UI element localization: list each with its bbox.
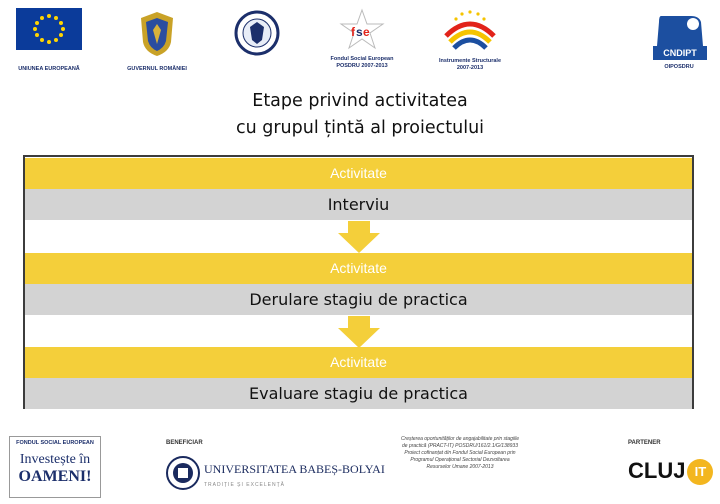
top-logo-bar — [0, 0, 720, 80]
structural-instruments-icon — [440, 6, 500, 54]
cndipt-icon — [651, 12, 707, 62]
ministry-logo — [232, 10, 282, 56]
beneficiar-label: BENEFICIAR — [166, 440, 203, 446]
footer-logo-bar — [0, 430, 720, 504]
slogan-line-2: OAMENI! — [18, 468, 92, 485]
down-arrow-icon — [338, 221, 380, 253]
partner-label: PARTENER — [628, 440, 661, 446]
gov-logo — [122, 10, 192, 73]
university-crest-icon — [166, 454, 200, 492]
down-arrow-icon — [338, 316, 380, 348]
svg-text:e: e — [363, 25, 370, 39]
eu-caption: UNIUNEA EUROPEANĂ — [18, 66, 80, 72]
university-name: UNIVERSITATEA BABEȘ-BOLYAI — [204, 462, 385, 476]
cndipt-logo — [646, 12, 712, 71]
title-line-2: cu grupul țintă al proiectului — [235, 118, 485, 138]
structural-instruments-logo — [430, 6, 510, 72]
step-3-label: Evaluare stagiu de practica — [25, 378, 692, 409]
fse-star-icon — [337, 8, 387, 52]
svg-text:s: s — [356, 25, 363, 39]
fse-caption: Fondul Social European POSDRU 2007-2013 — [330, 56, 394, 69]
university-motto: TRADIȚIE ȘI EXCELENȚĂ — [204, 482, 286, 488]
eu-logo — [14, 8, 84, 73]
project-description: Creșterea oportunităților de angajabilitate prin stagiile de practică (PRACT-IT) POSDRU/161/2.1/G/138933 Proiect cofinanțat din Fondul Social European prin Programul Operațional Sectorial Dezvoltarea Resurselor Umane 2007-2013 — [400, 436, 520, 470]
structural-caption: Instrumente Structurale 2007-2013 — [438, 58, 502, 71]
partner-logo — [628, 458, 713, 485]
partner-name: CLUJ — [628, 458, 686, 483]
university-logo — [166, 454, 385, 494]
coat-of-arms-icon — [137, 10, 177, 58]
cndipt-sub: OIPOSDRU — [664, 64, 694, 70]
cndipt-label: CNDIPT — [663, 48, 697, 58]
ministry-seal-icon — [234, 10, 280, 56]
step-2-header: Activitate — [25, 253, 692, 284]
process-diagram — [23, 155, 694, 409]
page-title — [0, 88, 720, 142]
eu-flag-icon — [16, 8, 82, 50]
svg-text:f: f — [351, 25, 355, 39]
title-line-1: Etape privind activitatea — [252, 91, 468, 111]
slogan-line-1: Investește în — [19, 452, 91, 467]
step-2-label: Derulare stagiu de practica — [25, 284, 692, 315]
fse-logo — [322, 8, 402, 70]
gov-caption: GUVERNUL ROMÂNIEI — [127, 66, 187, 72]
fse-slogan-box — [9, 436, 101, 498]
step-1-label: Interviu — [25, 189, 692, 220]
step-1-header: Activitate — [25, 158, 692, 189]
fse-head: FONDUL SOCIAL EUROPEAN — [16, 440, 94, 446]
partner-badge: IT — [687, 459, 713, 485]
step-3-header: Activitate — [25, 347, 692, 378]
